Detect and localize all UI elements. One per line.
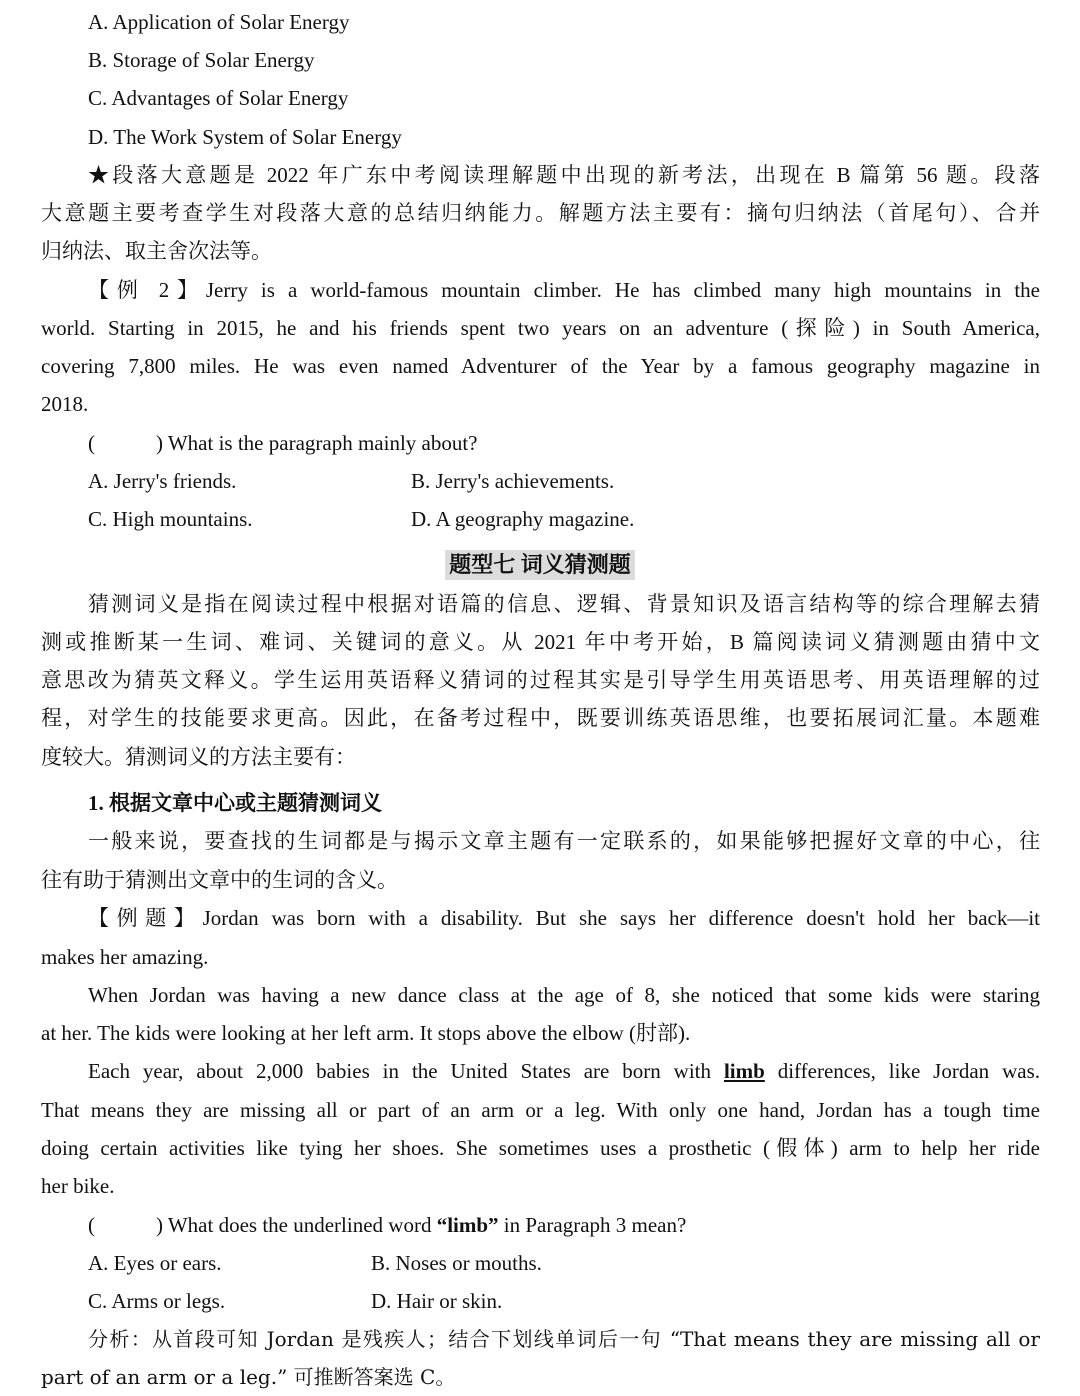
question-keyword: “limb” [436, 1213, 499, 1237]
method-1-desc: 往有助于猜测出文章中的生词的含义。 [41, 868, 398, 892]
underlined-word: limb [723, 1059, 765, 1083]
choice-d: D. Hair or skin. [371, 1289, 503, 1313]
intro-line: 程，对学生的技能要求更高。因此，在备考过程中，既要训练英语思维，也要拓展词汇量。本题难 [41, 706, 1040, 730]
choice-b: B. Jerry's achievements. [411, 469, 615, 493]
section-title: 题型七 词义猜测题 [445, 550, 635, 580]
choice-d: D. A geography magazine. [411, 507, 635, 531]
star-note-line: ★段落大意题是 2022 年广东中考阅读理解题中出现的新考法，出现在 B 篇第 56 题。段落 [88, 163, 1040, 187]
passage-p2-line: at her. The kids were looking at her left arm. It stops above the elbow (肘部). [41, 1021, 691, 1045]
analysis-line: part of an arm or a leg.” 可推断答案选 C。 [41, 1365, 456, 1389]
passage-p1-line [88, 899, 1040, 937]
answer-blank[interactable]: ( [88, 1213, 95, 1237]
analysis-line: 分析：从首段可知 Jordan 是残疾人；结合下划线单词后一句 “That means they are missing all or [88, 1327, 1040, 1351]
option-d: D. The Work System of Solar Energy [88, 125, 402, 149]
section-heading-row [0, 546, 1080, 584]
passage-p3-line: her bike. [41, 1174, 115, 1198]
passage-p3-line [88, 1052, 1040, 1090]
choice-a: A. Eyes or ears. [88, 1251, 222, 1275]
example2-line: 2018. [41, 392, 89, 416]
method-1-title: 1. 根据文章中心或主题猜测词义 [88, 791, 382, 815]
passage-p1-line: makes her amazing. [41, 945, 209, 969]
choice-c: C. Arms or legs. [88, 1289, 226, 1313]
passage-p3-line: That means they are missing all or part of an arm or a leg. With only one hand, Jordan has a tough time [41, 1098, 1040, 1122]
passage-text: Jordan was born with a disability. But she says her difference doesn't hold her back—it [202, 906, 1040, 930]
passage-p3-line: doing certain activities like tying her shoes. She sometimes uses a prosthetic (假体) arm to help her ride [41, 1136, 1040, 1160]
choice-b: B. Noses or mouths. [371, 1251, 542, 1275]
passage-text: differences, like Jordan was. [764, 1059, 1040, 1083]
option-c: C. Advantages of Solar Energy [88, 86, 349, 110]
question-2 [88, 1206, 1080, 1244]
star-note-line: 归纳法、取主舍次法等。 [41, 239, 272, 263]
example2-line: world. Starting in 2015, he and his friends spent two years on an adventure (探险) in South America, [41, 316, 1040, 340]
method-1-desc: 一般来说，要查找的生词都是与揭示文章主题有一定联系的，如果能够把握好文章的中心，往 [88, 829, 1040, 853]
passage-p2-line: When Jordan was having a new dance class at the age of 8, she noticed that some kids were staring [88, 983, 1040, 1007]
example-label: 【例题】 [88, 906, 203, 930]
choice-a: A. Jerry's friends. [88, 469, 237, 493]
example2-line: 【例 2】Jerry is a world-famous mountain climber. He has climbed many high mountains in the [88, 278, 1040, 302]
question-1 [88, 424, 1080, 462]
question-text: ) What does the underlined word [156, 1213, 437, 1237]
intro-line: 意思改为猜英文释义。学生运用英语释义猜词的过程其实是引导学生用英语思考、用英语理解的过 [41, 668, 1040, 692]
choice-c: C. High mountains. [88, 507, 253, 531]
star-note-line: 大意题主要考查学生对段落大意的总结归纳能力。解题方法主要有：摘句归纳法（首尾句）、合并 [41, 201, 1040, 225]
example2-line: covering 7,800 miles. He was even named Adventurer of the Year by a famous geography magazine in [41, 354, 1040, 378]
option-b: B. Storage of Solar Energy [88, 48, 315, 72]
passage-text: Each year, about 2,000 babies in the United States are born with [88, 1059, 724, 1083]
question-text: in Paragraph 3 mean? [498, 1213, 687, 1237]
intro-line: 度较大。猜测词义的方法主要有： [41, 745, 356, 769]
option-a: A. Application of Solar Energy [88, 10, 350, 34]
answer-blank[interactable]: ( [88, 431, 95, 455]
intro-line: 测或推断某一生词、难词、关键词的意义。从 2021 年中考开始，B 篇阅读词义猜测题由猜中文 [41, 630, 1040, 654]
intro-line: 猜测词义是指在阅读过程中根据对语篇的信息、逻辑、背景知识及语言结构等的综合理解去猜 [88, 592, 1040, 616]
question-text: ) What is the paragraph mainly about? [156, 431, 478, 455]
